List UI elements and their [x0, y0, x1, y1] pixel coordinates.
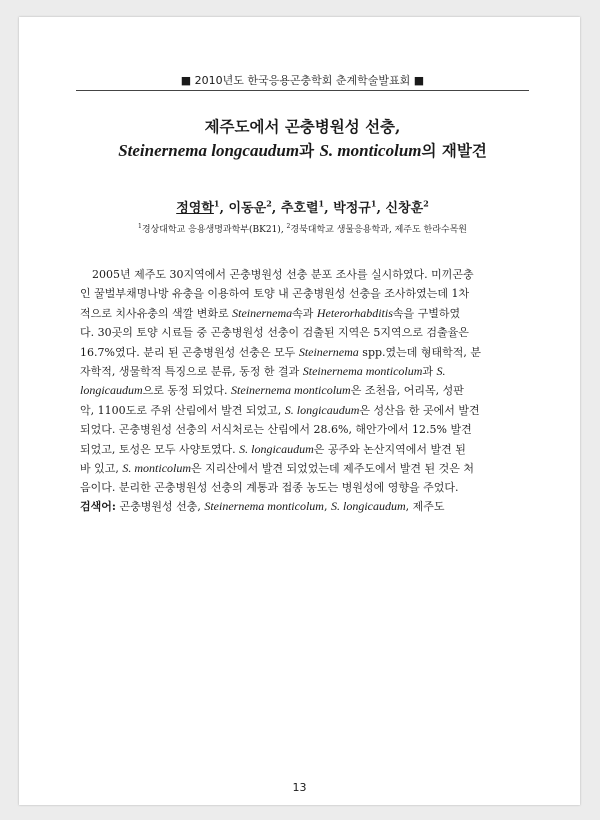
abstract-line: 음이다. 분리한 곤충병원성 선충의 계통과 접종 농도는 병원성에 영향을 주었다. — [80, 481, 459, 495]
author — [333, 198, 386, 216]
text-run: 악, 1100도로 주위 산림에서 발견 되었고, — [80, 403, 285, 417]
affil-marker: 1 — [137, 223, 142, 230]
species-name: S. longicaudum — [239, 441, 314, 456]
text-run: 은 공주와 논산지역에서 발견 된 — [313, 442, 466, 456]
author-name: 신창훈 — [385, 201, 424, 216]
affiliation-1: 경상대학교 응용생명과학부(BK21), — [141, 225, 287, 235]
abstract-line — [80, 304, 527, 323]
author-separator: , — [219, 201, 229, 216]
affiliation-2: 경북대학교 생물응용학과, 제주도 한라수목원 — [290, 225, 468, 235]
keyword-text: 곤충병원성 선충, — [115, 500, 205, 513]
title-species-b: S. monticolum — [319, 141, 422, 160]
species-name: Steinernema monticolum — [302, 364, 423, 379]
header-rule — [76, 90, 529, 91]
author-name: 박정규 — [333, 201, 371, 216]
affil-marker: 2 — [286, 223, 291, 230]
abstract-line — [80, 459, 527, 478]
text-run: 적으로 치사유충의 색깔 변화로 — [80, 306, 233, 320]
abstract-line — [80, 362, 527, 381]
abstract-line: 인 꿀벌부채명나방 유충을 이용하여 토양 내 곤충병원성 선충을 조사하였는데 1차 — [80, 287, 470, 301]
text-run: 은 조천읍, 어리목, 성판 — [350, 384, 464, 398]
author-name: 이동운 — [228, 201, 267, 216]
title-species-a: Steinernema longcaudum — [118, 141, 300, 160]
abstract-line: 다. 30곳의 토양 시료들 중 곤충병원성 선충이 검출된 지역은 5지역으로 검출율은 — [80, 326, 469, 340]
author-list — [59, 197, 546, 216]
species-name: S. — [436, 364, 446, 379]
text-run: 으로 동정 되었다. — [142, 384, 232, 398]
text-run: 은 지리산에서 발견 되었었는데 제주도에서 발견 된 것은 처 — [191, 462, 475, 476]
author — [228, 198, 281, 216]
author-name: 정영학 — [176, 201, 214, 216]
title-line-2 — [59, 139, 546, 163]
species-name: longicaudum — [80, 383, 143, 398]
text-run: 되었고, 토성은 모두 사양토였다. — [80, 442, 240, 456]
text-run: spp.였는데 형태학적, 분 — [358, 345, 482, 359]
keyword-text: , — [323, 500, 331, 513]
author-affil-marker: 1 — [370, 198, 377, 209]
genus-name: Steinernema — [232, 305, 293, 320]
author-affil-marker: 2 — [266, 198, 272, 209]
author — [280, 198, 334, 216]
title-conjunction: 과 — [299, 141, 320, 160]
paper-title — [59, 115, 546, 163]
page-sheet — [19, 17, 580, 805]
title-ending: 의 재발견 — [421, 141, 487, 160]
keywords — [80, 497, 527, 516]
author-separator: , — [376, 201, 386, 216]
species-name: Steinernema monticolum — [231, 383, 351, 398]
abstract-line — [80, 343, 527, 362]
title-line-1: 제주도에서 곤충병원성 선충, — [204, 117, 401, 136]
affiliations — [59, 222, 546, 235]
genus-name: Heterorhabditis — [316, 305, 393, 320]
text-run: 16.7%였다. 분리 된 곤충병원성 선충은 모두 — [80, 345, 299, 359]
text-run: 과 — [422, 365, 437, 379]
author-separator: , — [324, 201, 334, 216]
abstract-line — [80, 381, 527, 400]
species-name: S. monticolum — [122, 461, 192, 476]
keyword-species: Steinernema monticolum — [204, 499, 324, 513]
author-name: 추호렬 — [280, 201, 319, 216]
keyword-species: S. longicaudum — [330, 499, 406, 513]
text-run: 속과 — [292, 306, 317, 320]
author-affil-marker: 1 — [213, 198, 220, 209]
text-run: 자학적, 생물학적 특징으로 분류, 동정 한 결과 — [80, 365, 303, 379]
abstract-line — [80, 401, 527, 420]
author-affil-marker: 1 — [318, 198, 325, 209]
running-header: ■ 2010년도 한국응용곤충학회 춘계학술발표회 ■ — [180, 74, 425, 87]
keyword-text: , 제주도 — [405, 500, 445, 513]
text-run: 속을 구별하였 — [392, 306, 461, 320]
author-separator: , — [271, 201, 281, 216]
abstract-body — [80, 265, 527, 498]
author-affil-marker: 2 — [423, 198, 429, 209]
abstract-line — [80, 440, 527, 459]
abstract-line: 되었다. 곤충병원성 선충의 서식처로는 산림에서 28.6%, 해안가에서 12.5% 발견 — [80, 423, 472, 437]
text-run: 은 성산읍 한 곳에서 발견 — [359, 403, 480, 417]
keywords-label: 검색어: — [80, 500, 116, 513]
page-number: 13 — [292, 781, 307, 794]
species-name: S. longicaudum — [284, 402, 360, 417]
genus-name: Steinernema — [298, 344, 359, 359]
text-run: 바 있고, — [80, 462, 123, 476]
author — [176, 198, 229, 216]
abstract-line: 2005년 제주도 30지역에서 곤충병원성 선충 분포 조사를 실시하였다. 미끼곤충 — [92, 268, 474, 281]
author — [385, 198, 429, 216]
